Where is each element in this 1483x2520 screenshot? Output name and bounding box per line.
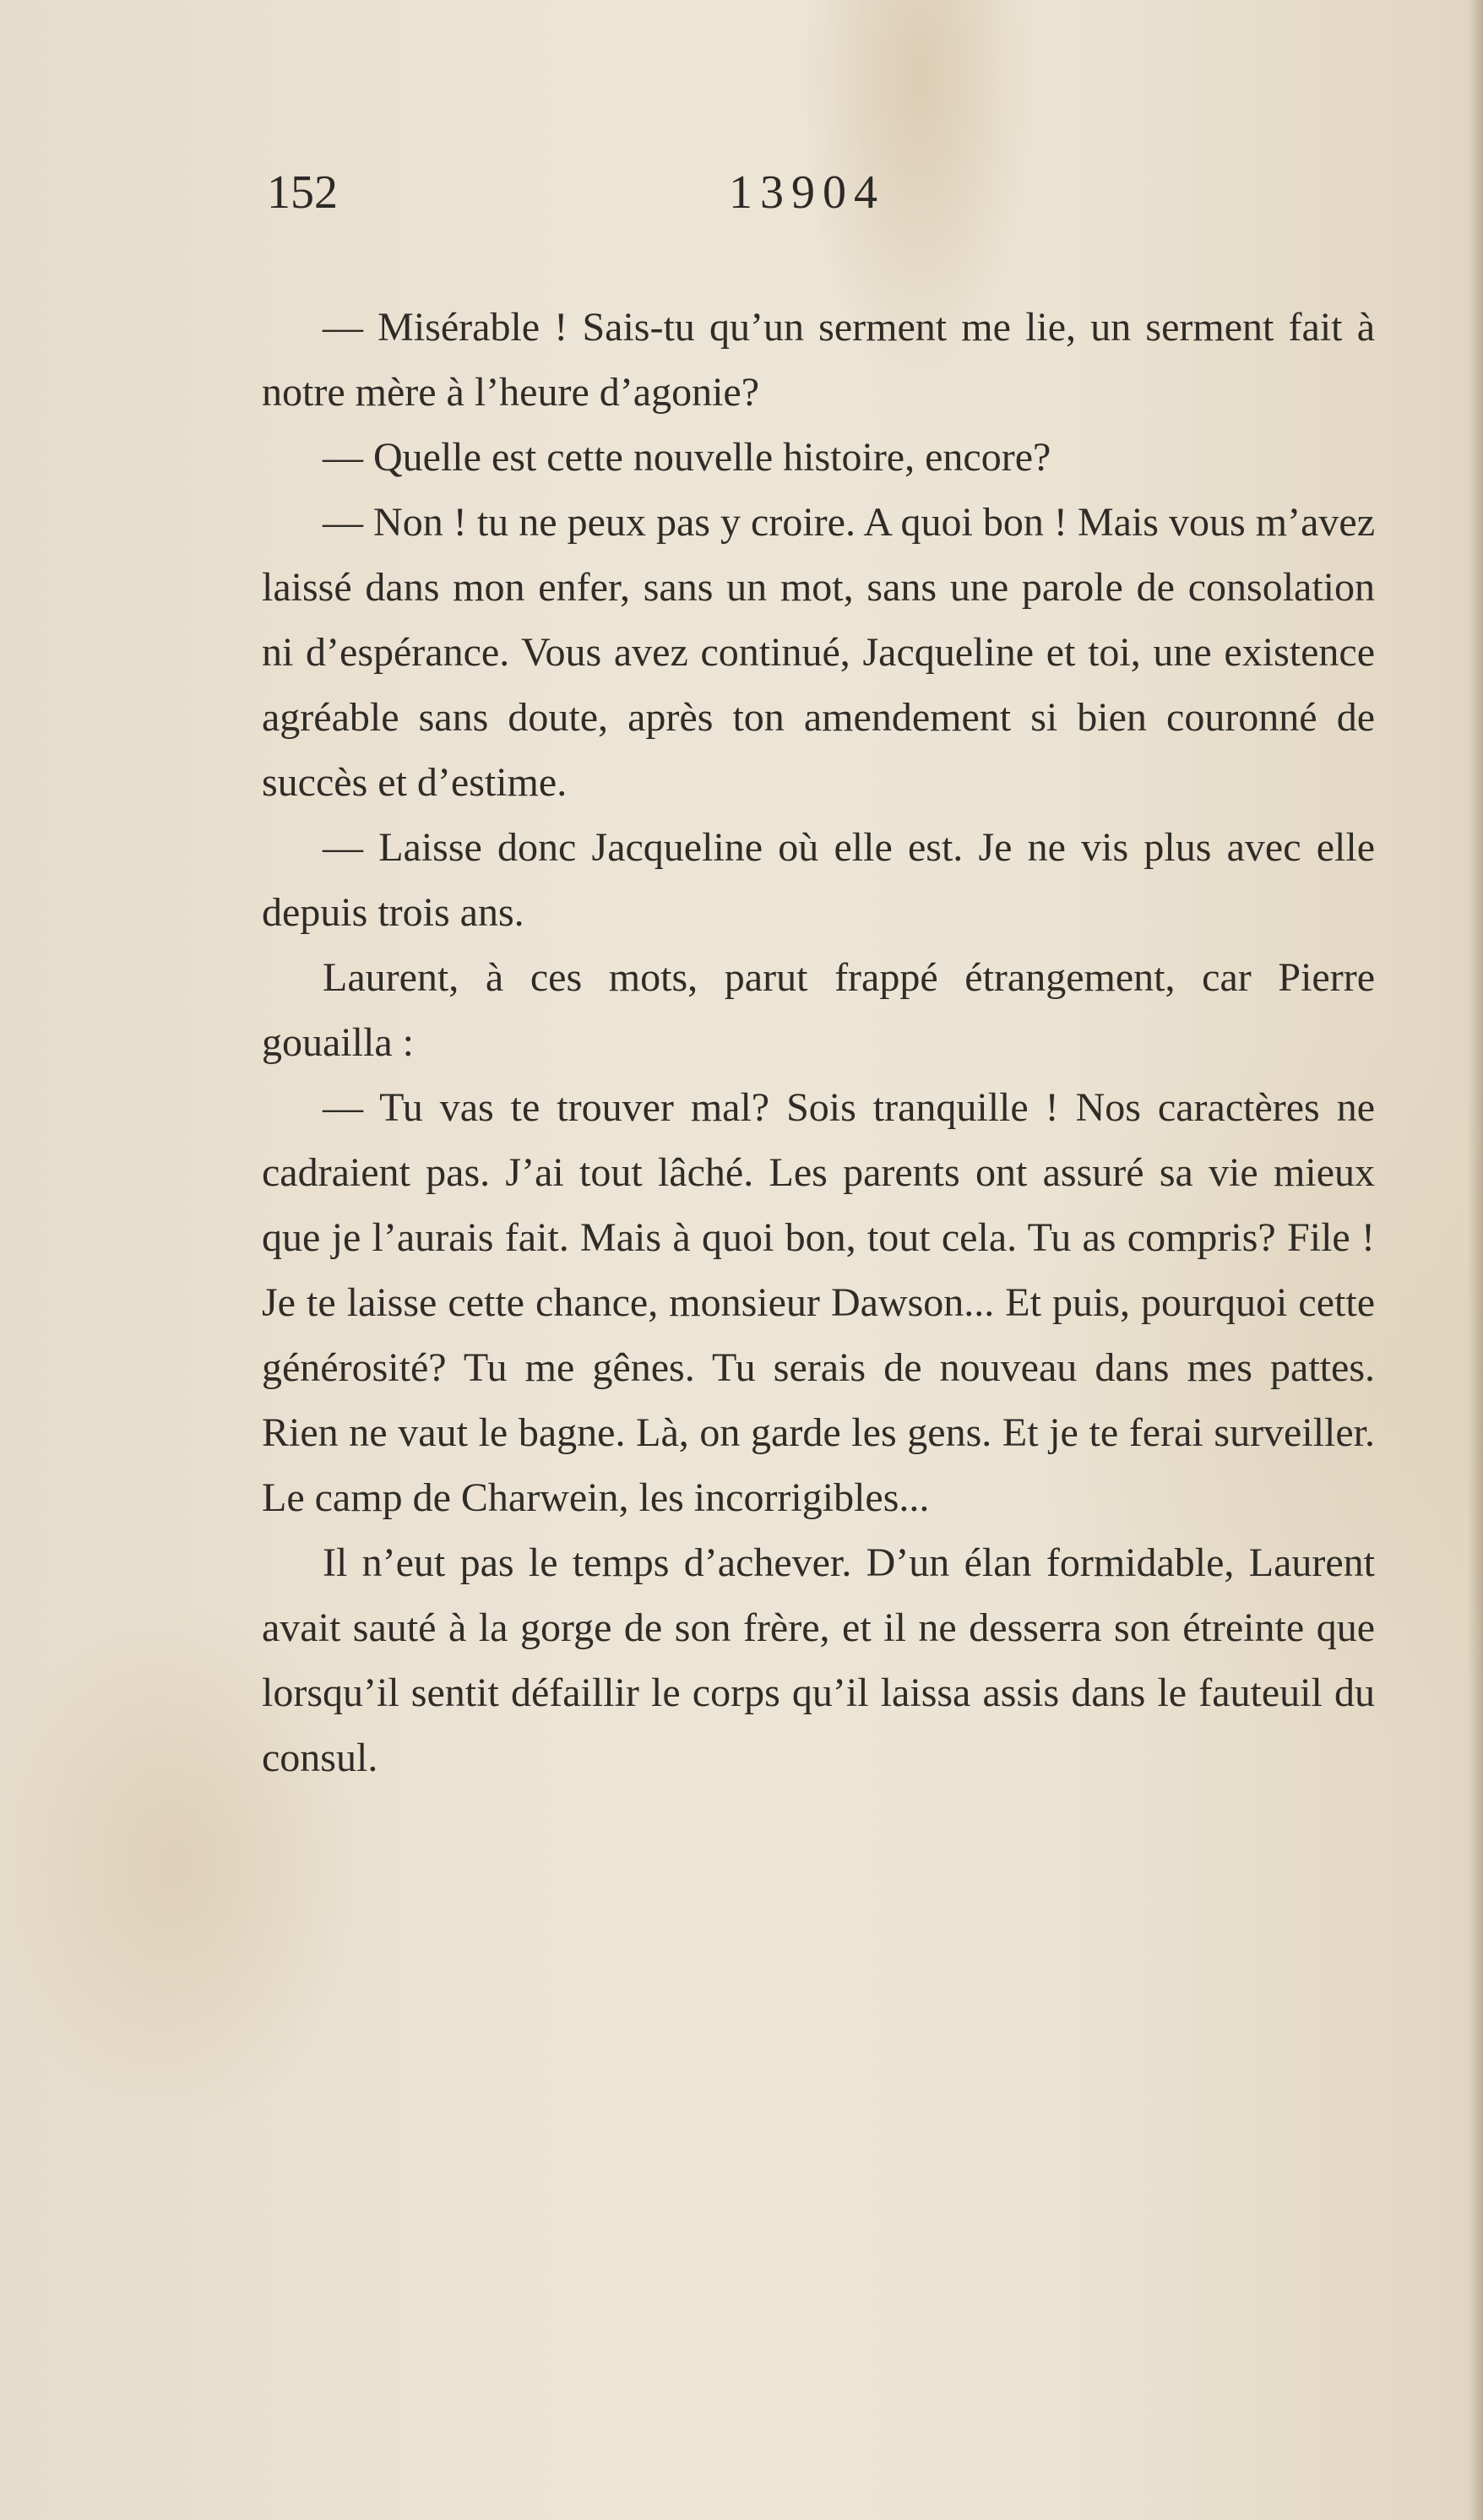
page-edge-shadow	[1468, 0, 1483, 2520]
paragraph: — Non ! tu ne peux pas y croire. A quoi bon ! Mais vous m’avez laissé dans mon enfer, sans un mot, sans une parole de consolation ni d’espérance. Vous avez continué, Jacqueline et toi, une existence agréable sans doute, après ton amendement si bien couronné de succès et d’estime.	[262, 500, 1375, 805]
paragraph: — Quelle est cette nouvelle histoire, encore?	[323, 435, 1051, 480]
page-number: 152	[267, 166, 338, 219]
reference-number: 13904	[729, 166, 885, 219]
paragraph: Il n’eut pas le temps d’achever. D’un élan formidable, Laurent avait sauté à la gorge de son frère, et il ne desserra son étreinte que lorsqu’il sentit défaillir le corps qu’il laissa assis dans le fauteuil du consul.	[262, 1540, 1375, 1780]
paragraph: — Laisse donc Jacqueline où elle est. Je ne vis plus avec elle depuis trois ans.	[262, 825, 1375, 935]
paragraph: — Misérable ! Sais-tu qu’un serment me lie, un serment fait à notre mère à l’heure d’agonie?	[262, 305, 1375, 415]
paragraph: Laurent, à ces mots, parut frappé étrangement, car Pierre gouailla :	[262, 955, 1375, 1065]
page-header	[267, 166, 1382, 220]
paragraph: — Tu vas te trouver mal? Sois tranquille ! Nos caractères ne cadraient pas. J’ai tout lâché. Les parents ont assuré sa vie mieux que je l’aurais fait. Mais à quoi bon, tout cela. Tu as compris? File ! Je te laisse cette chance, monsieur Dawson... Et puis, pourquoi cette générosité? Tu me gênes. Tu serais de nouveau dans mes pattes. Rien ne vaut le bagne. Là, on garde les gens. Et je te ferai surveiller. Le camp de Charwein, les incorrigibles...	[262, 1085, 1375, 1520]
body-text	[262, 295, 1375, 1790]
